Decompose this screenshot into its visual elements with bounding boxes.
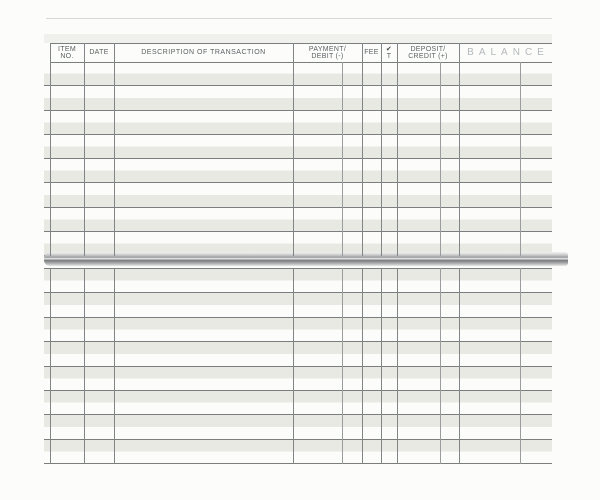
header-fee [362,44,381,62]
register-header-row [50,43,552,63]
column-divider [440,62,441,256]
column-divider [342,62,343,256]
column-divider [440,268,441,464]
column-divider [114,268,115,464]
register-row [44,391,552,415]
column-divider [84,43,85,256]
header-deposit-line2: CREDIT (+) [408,53,448,60]
column-divider [397,43,398,256]
scan-artifact-line [46,18,552,19]
column-divider [362,268,363,464]
register-row [44,111,552,135]
column-divider [397,268,398,464]
register-row [44,415,552,439]
register-row [44,318,552,342]
header-description [114,44,293,62]
register-row [44,293,552,317]
column-divider [381,43,382,256]
scan-artifact-band [44,34,552,43]
column-divider [114,43,115,256]
column-divider [50,43,51,256]
register-rows-bottom-section [44,268,552,464]
register-row [44,183,552,207]
header-deposit-credit [397,44,459,62]
header-payment-debit [293,44,362,62]
header-payment-line2: DEBIT (-) [311,53,344,60]
header-fee-label: FEE [364,49,379,57]
header-payment-line1: PAYMENT/ [308,45,347,53]
register-row [44,367,552,391]
register-row [44,208,552,232]
register-row [44,440,552,464]
column-divider [342,268,343,464]
header-item-no-line1: ITEM [58,45,76,53]
column-divider [84,268,85,464]
column-divider [362,43,363,256]
header-deposit-line1: DEPOSIT/ [410,45,446,53]
header-date [84,44,114,62]
header-check-letter: T [386,53,392,60]
checkmark-icon: ✔ [385,46,393,53]
column-divider [50,268,51,464]
register-row [44,62,552,86]
register-row [44,159,552,183]
header-date-label: DATE [89,49,109,57]
header-balance [459,44,552,62]
column-divider [520,268,521,464]
column-divider [459,43,460,256]
column-divider [293,43,294,256]
header-description-label: DESCRIPTION OF TRANSACTION [141,49,266,57]
column-divider [459,268,460,464]
column-divider [293,268,294,464]
register-rows-top-section [44,62,552,256]
header-cleared-check [381,44,397,62]
header-item-no [50,44,84,62]
column-divider [381,268,382,464]
register-row [44,135,552,159]
column-divider [520,62,521,256]
register-row [44,269,552,293]
register-row [44,86,552,110]
center-binding-bar [44,252,568,266]
header-balance-label: BALANCE [467,47,549,58]
header-item-no-line2: NO. [60,53,74,60]
register-row [44,342,552,366]
